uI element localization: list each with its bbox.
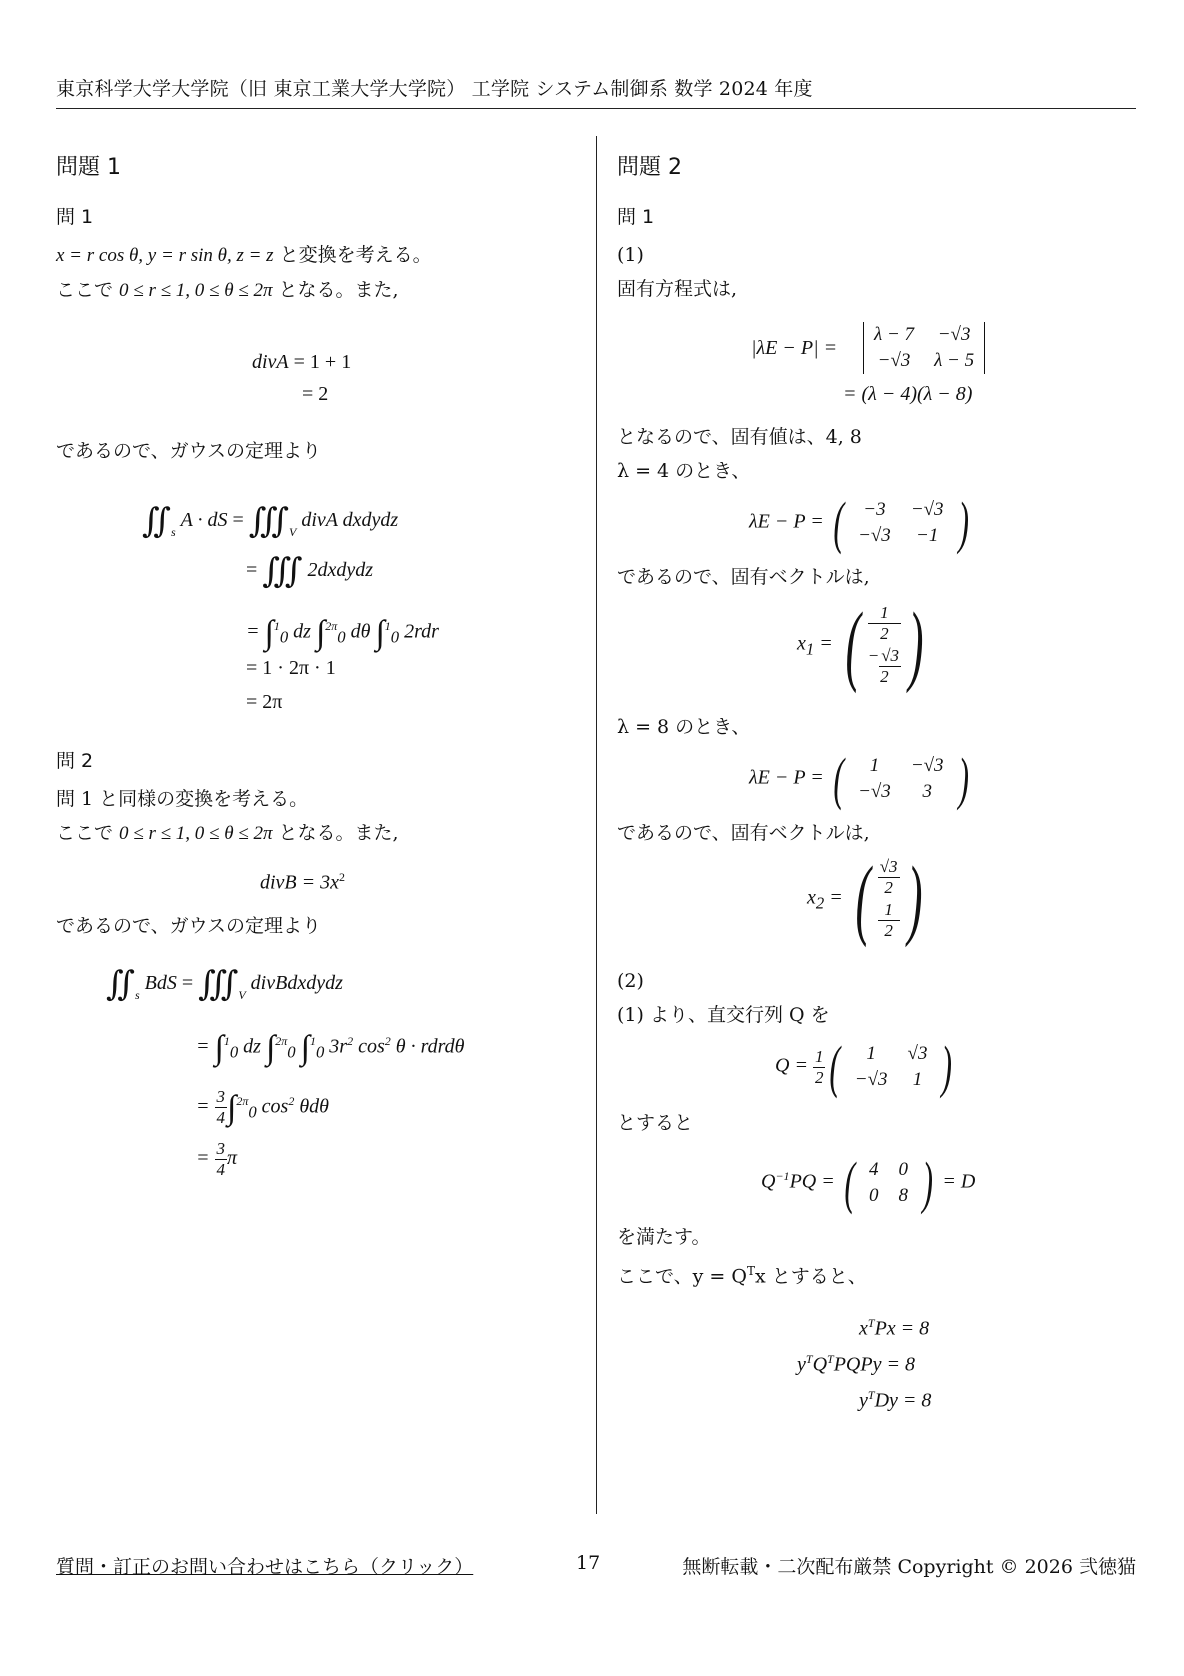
gauss-integral-2: $∬_s$ BdS = $∭_V$ divBdxdydz = ∫$^1_0$ dz ∫$^{2\pi}_0$ ∫$^1_0$ $3r^2$ $\cos^2 \theta$ · rdrdθ = $\frac{3}{4}$ ∫$^{2\pi}_0$ $\cos^2 \theta d\theta$ = $\frac{3}{4}$ π [106, 965, 465, 1179]
eigenvector-x2: $x_2$ = ( √3 2 1 2 ) [807, 849, 923, 948]
page-header: 東京科学大学大学院（旧 東京工業大学大学院） 工学院 システム制御系 数学 2024 年度 [56, 78, 813, 100]
substitution-text: ここで、$y = Q^Tx$ とすると、 [617, 1264, 867, 1288]
q1-line2: ここで 0 ≤ r ≤ 1, 0 ≤ θ ≤ 2π となる。また, [56, 279, 399, 301]
q1-label: 問 1 [56, 206, 94, 228]
problem-2-heading: 問題 2 [617, 155, 682, 180]
q2-line1: 問 1 と同様の変換を考える。 [56, 788, 309, 810]
column-divider [596, 136, 597, 1514]
evec-text-2: であるので、固有ベクトルは, [617, 822, 870, 844]
lambda8-text: λ = 8 のとき、 [617, 716, 751, 738]
contact-link[interactable]: 質問・訂正のお問い合わせはこちら（クリック） [56, 1556, 474, 1578]
header-rule [56, 108, 1136, 109]
gauss-integral-1: $∬_s$ A · dS = $∭_V$ divA dxdydz = ∭ 2dxdydz = ∫$^1_0$ dz ∫$^{2\pi}_0$ dθ ∫$^1_0$ 2rdr = 1 · 2π · 1 = 2π [142, 503, 439, 713]
result-b: = $\frac{3}{4}$ π [196, 1138, 238, 1179]
page-number: 17 [576, 1552, 601, 1574]
div-a-equation: divA = 1 + 1 = 2 [252, 351, 352, 405]
right-column [617, 150, 1137, 1417]
p2-q1-label: 問 1 [617, 206, 655, 228]
iterated-integral-b: = ∫$^1_0$ dz ∫$^{2\pi}_0$ ∫$^1_0$ $3r^2$ $\cos^2 \theta$ · rdrdθ [196, 1029, 465, 1067]
reduced-integral-b: = $\frac{3}{4}$ ∫$^{2\pi}_0$ $\cos^2 \theta d\theta$ [196, 1087, 329, 1128]
q2-gauss-text: であるので、ガウスの定理より [56, 914, 322, 937]
problem-1-heading: 問題 1 [56, 155, 121, 180]
suruto-text: とすると [617, 1112, 694, 1134]
left-column [56, 150, 576, 1177]
triple-iterated-integral: = ∫$^1_0$ dz ∫$^{2\pi}_0$ dθ ∫$^1_0$ 2rdr [246, 614, 439, 652]
matrix-lambda4: λE − P = ( −3 −√3 −√3 −1 ) [749, 490, 969, 555]
ortho-text: (1) より、直交行列 Q を [617, 1004, 830, 1026]
evec-text-1: であるので、固有ベクトルは, [617, 566, 870, 588]
eigvals-text: となるので、固有値は、4, 8 [617, 426, 862, 448]
copyright-text: 無断転載・二次配布厳禁 Copyright © 2026 弐徳猫 [682, 1556, 1136, 1578]
eig-eq-text: 固有方程式は, [617, 278, 738, 300]
eigenvector-x1: $x_1$ = ( 1 2 − √3 2 ) [797, 595, 924, 694]
lambda4-text: λ = 4 のとき、 [617, 460, 751, 482]
matrix-lambda8: λE − P = ( 1 −√3 −√3 3 ) [749, 746, 969, 811]
quadratic-form: $x^TPx = 8$ $y^TQ^TPQPy = 8$ $y^TDy = 8$ [797, 1316, 932, 1412]
q2-line2: ここで 0 ≤ r ≤ 1, 0 ≤ θ ≤ 2π となる。また, [56, 822, 399, 844]
div-b-equation: divB = $3x^2$ [260, 870, 346, 894]
part-2-label: (2) [617, 970, 644, 992]
char-polynomial: |λE − P| = λ − 7 −√3 −√3 λ − 5 = (λ − 4)(λ − 8) [617, 320, 1137, 416]
char-matrix: λ − 7 −√3 −√3 λ − 5 [874, 324, 975, 371]
part-1-label: (1) [617, 244, 644, 266]
diagonalization: $Q^{-1}PQ$ = ( 4 0 0 8 ) = D [761, 1150, 976, 1215]
satisfy-text: を満たす。 [617, 1226, 711, 1248]
q2-label: 問 2 [56, 750, 94, 772]
matrix-q: Q = $\frac{1}{2}$ ( 1 √3 −√3 1 ) [775, 1034, 953, 1099]
q1-gauss-text: であるので、ガウスの定理より [56, 440, 322, 462]
q1-line1: x = r cos θ, y = r sin θ, z = z と変換を考える。 [56, 244, 432, 266]
